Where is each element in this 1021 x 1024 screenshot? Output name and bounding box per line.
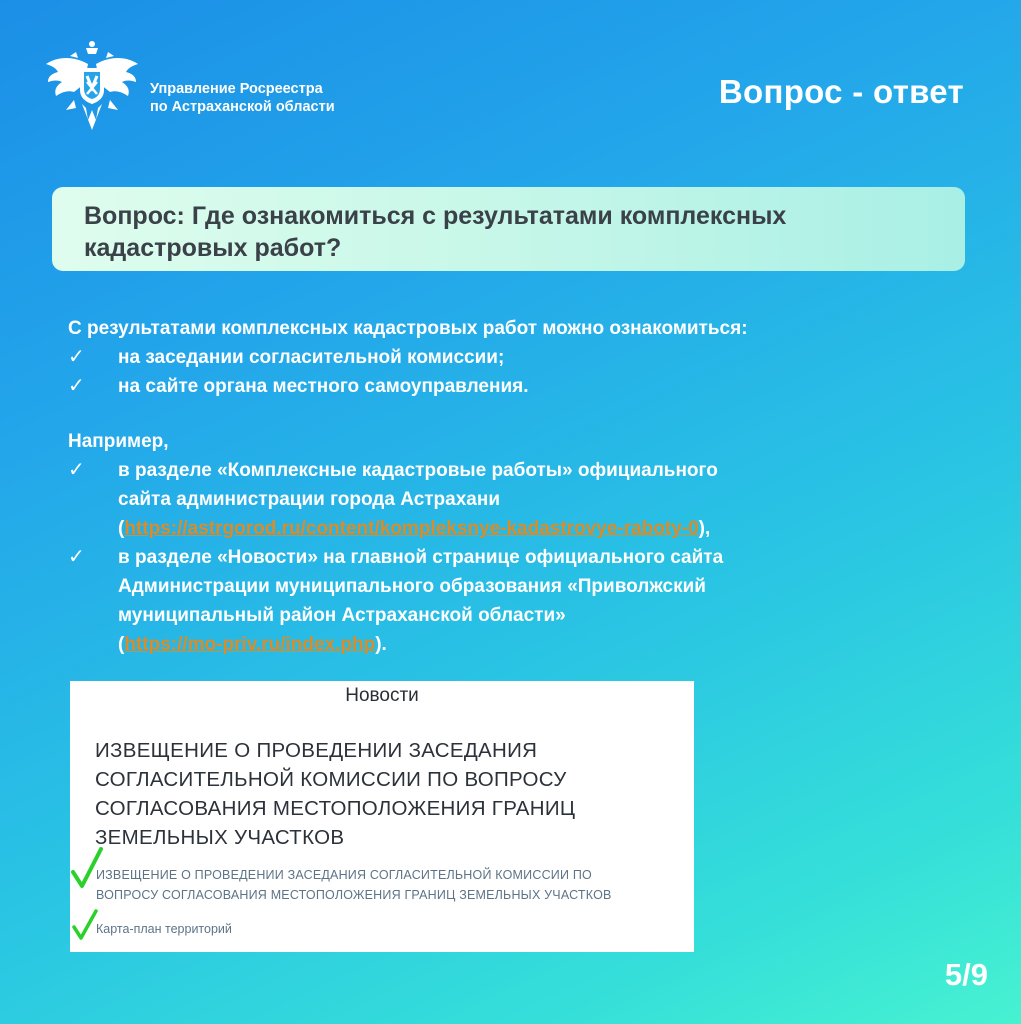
answer-item-text: на заседании согласительной комиссии; (118, 347, 505, 368)
green-check-icon (72, 909, 98, 941)
example-link-line (118, 514, 968, 543)
check-icon: ✓ (68, 459, 85, 481)
org-name-line2: по Астраханской области (150, 99, 335, 115)
org-name-line1: Управление Росреестра (150, 81, 323, 97)
news-headline-line: ЗЕМЕЛЬНЫХ УЧАСТКОВ (95, 826, 345, 849)
news-link-notice[interactable] (96, 865, 686, 905)
news-headline-line: ИЗВЕЩЕНИЕ О ПРОВЕДЕНИИ ЗАСЕДАНИЯ (95, 739, 538, 762)
example-item (68, 543, 968, 659)
question-line2: кадастровых работ? (84, 234, 342, 262)
answer-item (68, 343, 968, 372)
territory-map-link[interactable]: Карта-план территорий (96, 922, 232, 936)
example-line: Администрации муниципального образования «Приволжский (118, 576, 706, 597)
answer-intro: С результатами комплексных кадастровых работ можно ознакомиться: (68, 318, 748, 339)
check-icon: ✓ (68, 375, 85, 397)
news-headline-line: СОГЛАСИТЕЛЬНОЙ КОМИССИИ ПО ВОПРОСУ (95, 768, 567, 791)
news-sub-line: ИЗВЕЩЕНИЕ О ПРОВЕДЕНИИ ЗАСЕДАНИЯ СОГЛАСИТЕЛЬНОЙ КОМИССИИ ПО (96, 868, 592, 882)
organization-name (150, 80, 335, 116)
news-headline (95, 736, 675, 852)
question-line1: Вопрос: Где ознакомиться с результатами комплексных (84, 202, 787, 230)
example-item (68, 456, 968, 543)
paren-open: ( (118, 518, 125, 539)
news-screenshot-card (70, 681, 694, 952)
news-sub-line: ВОПРОСУ СОГЛАСОВАНИЯ МЕСТОПОЛОЖЕНИЯ ГРАНИЦ ЗЕМЕЛЬНЫХ УЧАСТКОВ (96, 888, 612, 902)
example-heading: Например, (68, 431, 169, 452)
news-headline-line: СОГЛАСОВАНИЯ МЕСТОПОЛОЖЕНИЯ ГРАНИЦ (95, 797, 576, 820)
example-line: муниципальный район Астраханской области» (118, 605, 566, 626)
astrgorod-link[interactable]: https://astrgorod.ru/content/kompleksnye-kadastrovye-raboty-0 (124, 518, 699, 539)
answer-item (68, 372, 968, 401)
double-headed-eagle-icon (44, 38, 140, 138)
answer-content (68, 314, 968, 659)
news-section-label: Новости (345, 685, 419, 706)
question-box (52, 187, 965, 271)
check-icon: ✓ (68, 346, 85, 368)
page-number: 5/9 (944, 957, 988, 992)
paren-close: ), (698, 518, 711, 539)
header-title: Вопрос - ответ (718, 73, 964, 110)
paren-close: ). (375, 634, 387, 655)
example-line: в разделе «Новости» на главной странице официального сайта (118, 547, 724, 568)
example-line: в разделе «Комплексные кадастровые работы» официального (118, 460, 718, 481)
paren-open: ( (118, 634, 125, 655)
check-icon: ✓ (68, 546, 85, 568)
mo-priv-link[interactable]: https://mo-priv.ru/index.php (124, 634, 376, 655)
example-line: сайта администрации города Астрахани (118, 489, 501, 510)
answer-item-text: на сайте органа местного самоуправления. (118, 376, 529, 397)
example-link-line (118, 630, 968, 659)
